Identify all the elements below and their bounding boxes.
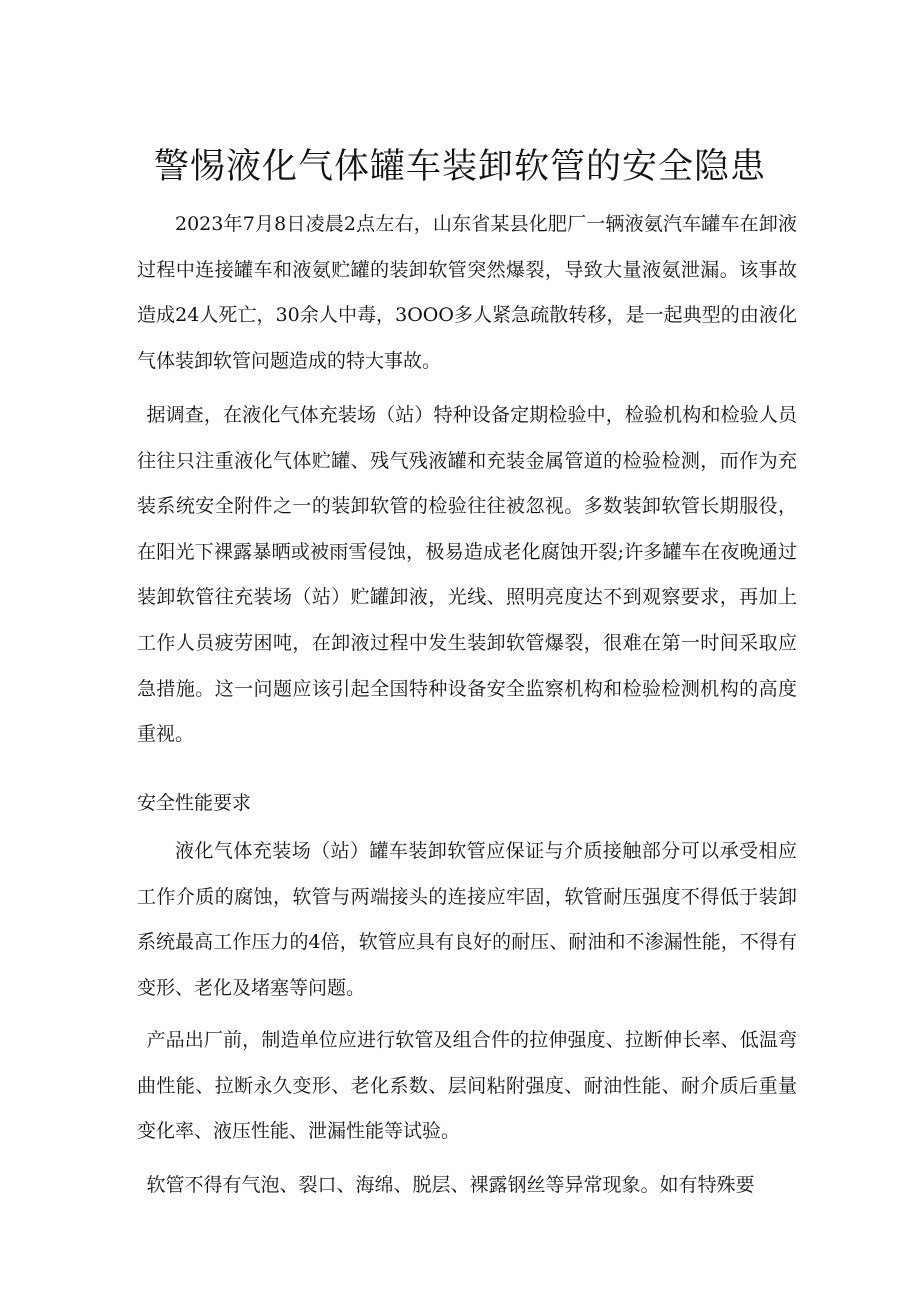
paragraph-requirements: 液化气体充装场（站）罐车装卸软管应保证与介质接触部分可以承受相应工作介质的腐蚀，软管与两端接头的连接应牢固，软管耐压强度不得低于装卸系统最高工作压力的4倍，软管应具有良好的耐压、耐油和不渗漏性能，不得有变形、老化及堵塞等问题。 <box>137 840 797 999</box>
paragraph-accident: 2023年7月8日凌晨2点左右，山东省某县化肥厂一辆液氨汽车罐车在卸液过程中连接罐车和液氨贮罐的装卸软管突然爆裂，导致大量液氨泄漏。该事故造成24人死亡，30余人中毒，3OOO多人紧急疏散转移，是一起典型的由液化气体装卸软管问题造成的特大事故。 <box>137 213 797 372</box>
section-heading-safety-requirements: 安全性能要求 <box>137 792 252 814</box>
paragraph-investigation: 据调查，在液化气体充装场（站）特种设备定期检验中，检验机构和检验人员往往只注重液化气体贮罐、残气残液罐和充装金属管道的检验检测，而作为充装系统安全附件之一的装卸软管的检验往往被忽视。多数装卸软管长期服役，在阳光下裸露暴晒或被雨雪侵蚀，极易造成老化腐蚀开裂;许多罐车在夜晚通过装卸软管往充装场（站）贮罐卸液，光线、照明亮度达不到观察要求，再加上工作人员疲劳困吨，在卸液过程中发生装卸软管爆裂，很难在第一时间采取应急措施。这一问题应该引起全国特种设备安全监察机构和检验检测机构的高度重视。 <box>137 404 797 746</box>
document-title: 警惕液化气体罐车装卸软管的安全隐患 <box>153 147 766 187</box>
paragraph-hose-defects: 软管不得有气泡、裂口、海绵、脱层、裸露钢丝等异常现象。如有特殊要 <box>146 1174 755 1196</box>
paragraph-factory-tests: 产品出厂前，制造单位应进行软管及组合件的拉伸强度、拉断伸长率、低温弯曲性能、拉断永久变形、老化系数、层间粘附强度、耐油性能、耐介质后重量变化率、液压性能、泄漏性能等试验。 <box>137 1029 797 1143</box>
